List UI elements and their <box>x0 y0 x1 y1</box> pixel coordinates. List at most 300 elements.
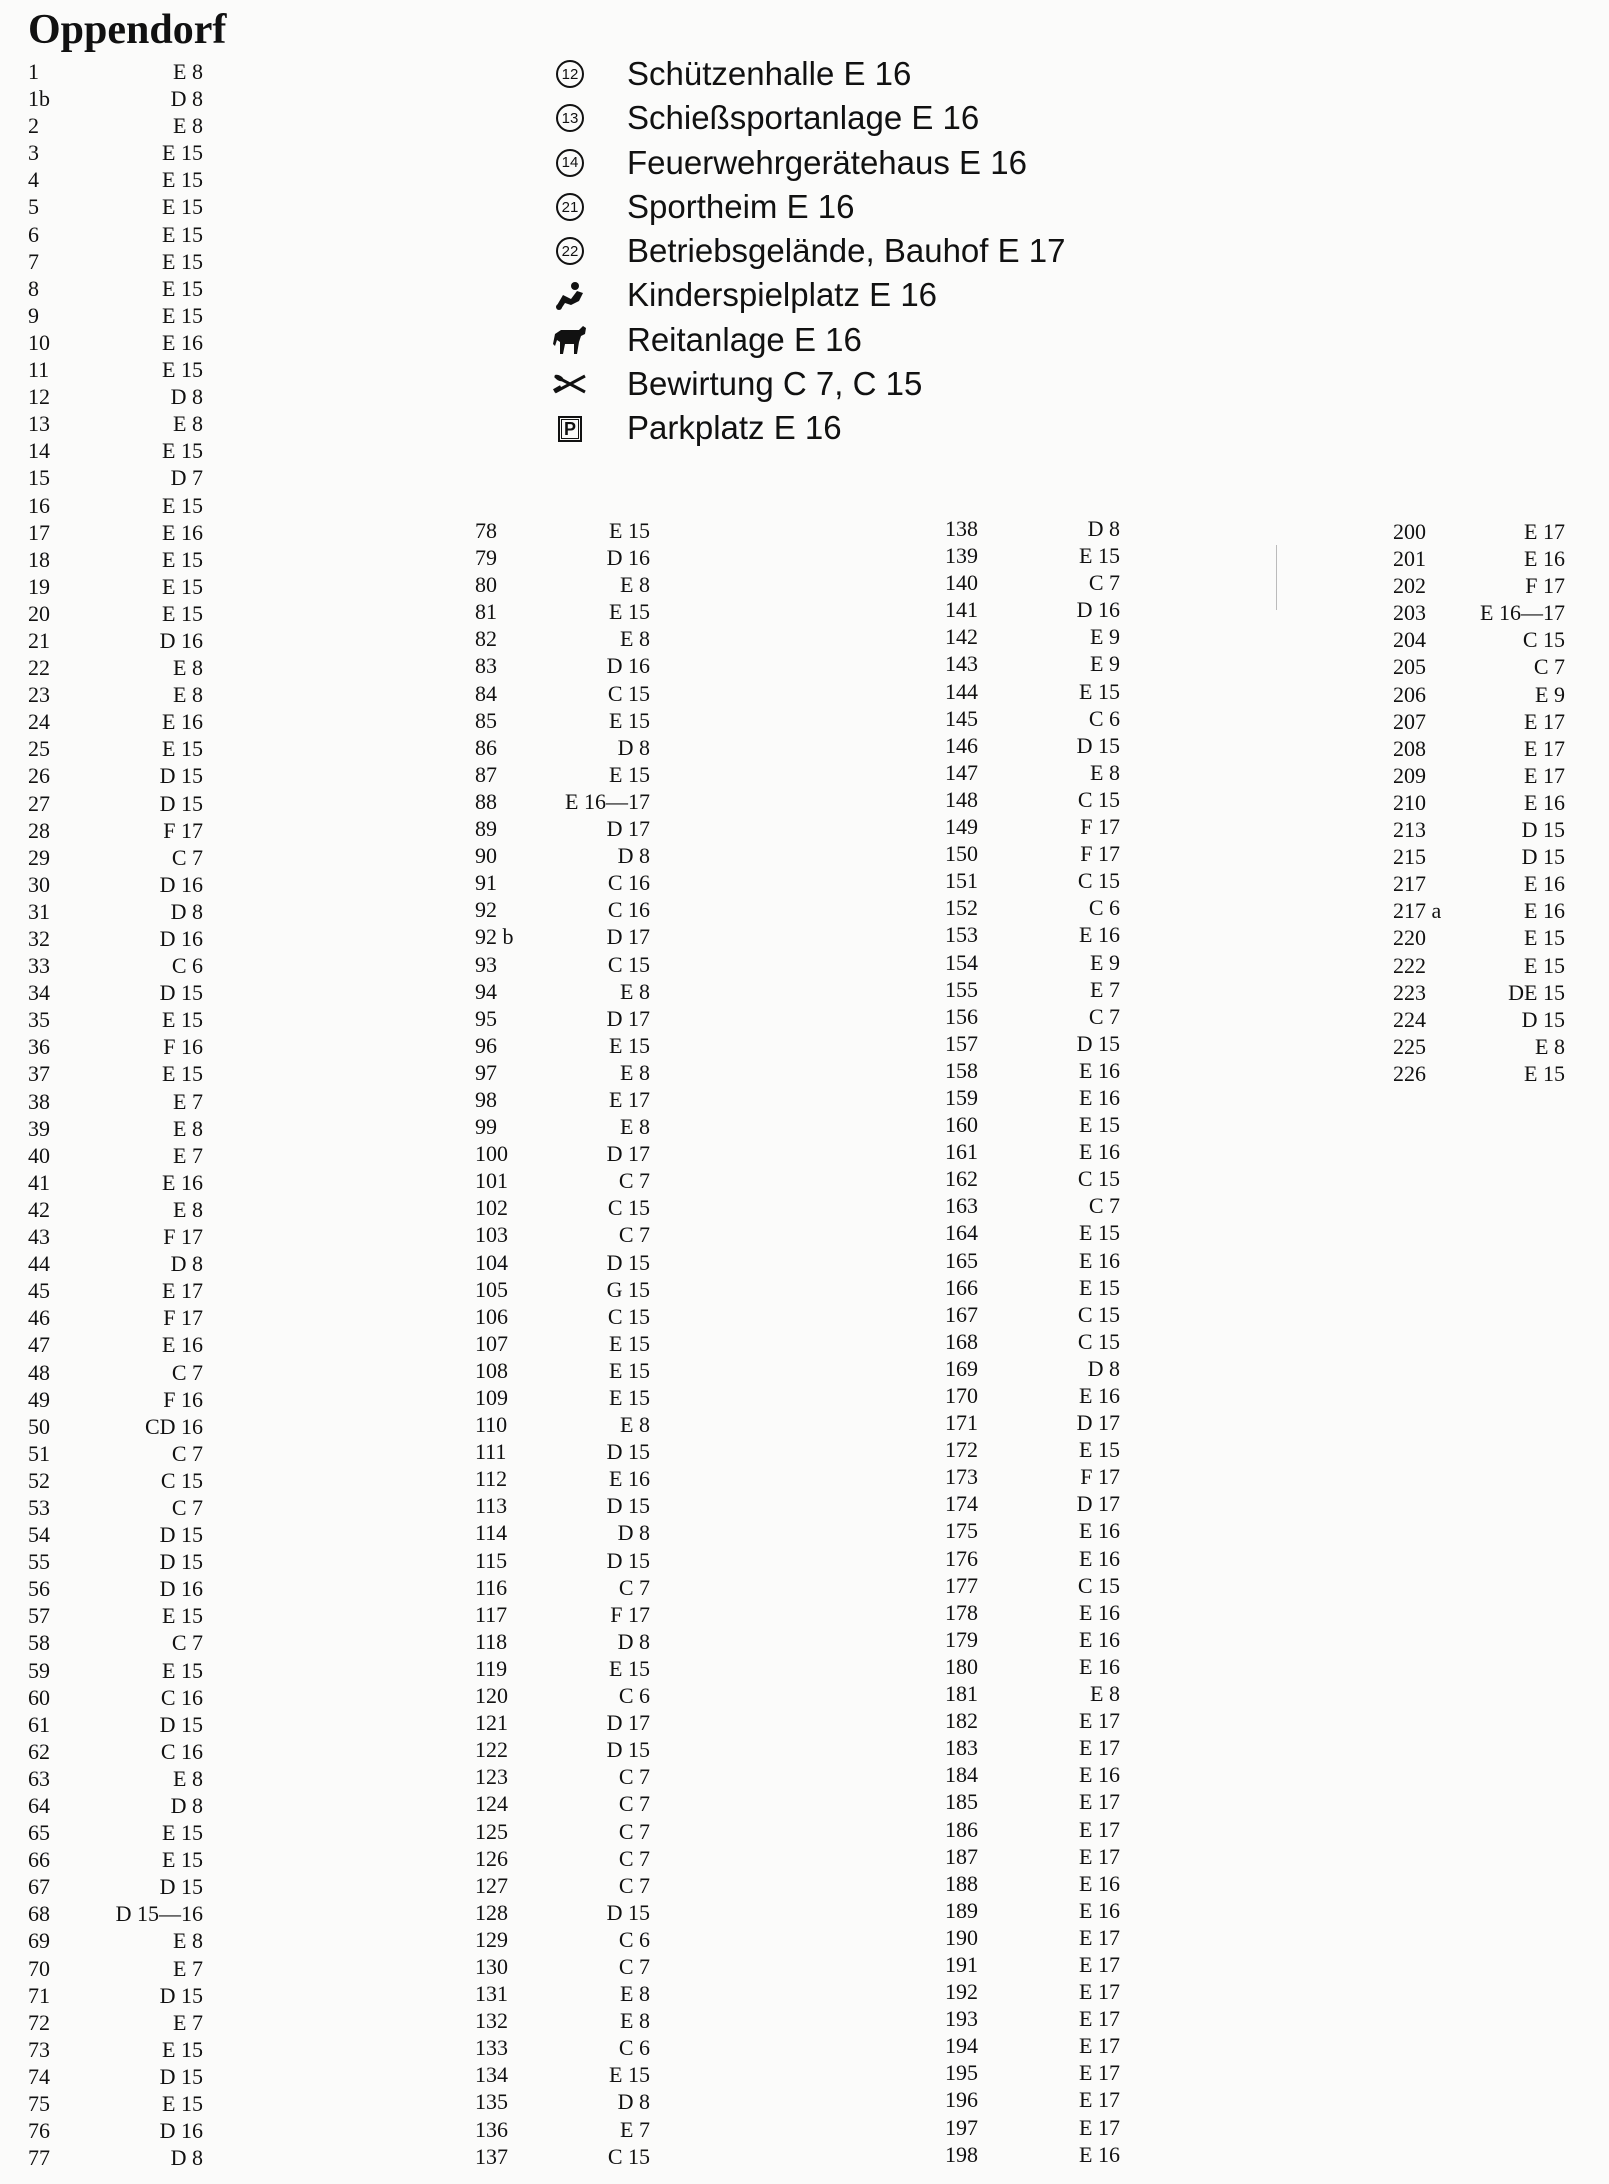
house-number: 132 <box>475 2008 508 2034</box>
house-number: 81 <box>475 599 497 625</box>
grid-reference: E 17 <box>1079 1735 1120 1761</box>
grid-reference: D 8 <box>170 898 203 924</box>
index-row <box>28 1196 203 1223</box>
house-number: 16 <box>28 492 50 518</box>
grid-reference: E 15 <box>162 1007 203 1033</box>
index-row <box>475 1167 650 1194</box>
index-row <box>945 1517 1120 1544</box>
index-row <box>28 193 203 220</box>
house-number: 43 <box>28 1224 50 1250</box>
house-number: 108 <box>475 1357 508 1383</box>
house-number: 220 <box>1393 925 1426 951</box>
grid-reference: C 6 <box>1088 895 1120 921</box>
grid-reference: E 17 <box>1079 1789 1120 1815</box>
index-row <box>475 1086 650 1113</box>
index-row <box>945 921 1120 948</box>
index-row <box>28 1250 203 1277</box>
index-row <box>475 1953 650 1980</box>
legend-label: Schießsportanlage E 16 <box>627 99 980 137</box>
house-number: 190 <box>945 1924 978 1950</box>
index-row <box>1393 545 1565 572</box>
index-row <box>945 786 1120 813</box>
index-row <box>945 1084 1120 1111</box>
index-row <box>28 329 203 356</box>
legend-mark: 12 <box>556 60 584 88</box>
index-row <box>475 896 650 923</box>
house-number: 26 <box>28 763 50 789</box>
house-number: 121 <box>475 1710 508 1736</box>
house-number: 133 <box>475 2035 508 2061</box>
grid-reference: E 15 <box>1524 952 1565 978</box>
legend-mark: 21 <box>556 193 584 221</box>
house-number: 157 <box>945 1030 978 1056</box>
house-number: 74 <box>28 2063 50 2089</box>
house-number: 189 <box>945 1897 978 1923</box>
grid-reference: C 7 <box>618 1574 650 1600</box>
index-row <box>28 2036 203 2063</box>
grid-reference: E 8 <box>1535 1033 1565 1059</box>
index-row <box>28 1684 203 1711</box>
index-row <box>475 1384 650 1411</box>
index-row <box>475 1709 650 1736</box>
grid-reference: E 16 <box>1079 1545 1120 1571</box>
index-row <box>475 923 650 950</box>
legend-label: Betriebsgelände, Bauhof E 17 <box>627 232 1066 270</box>
index-row <box>28 1982 203 2009</box>
house-number: 32 <box>28 926 50 951</box>
index-row <box>475 2007 650 2034</box>
index-row <box>28 139 203 166</box>
grid-reference: E 16—17 <box>1480 600 1565 626</box>
house-number: 109 <box>475 1385 508 1410</box>
index-row <box>28 681 203 708</box>
legend-label: Sportheim E 16 <box>627 187 855 225</box>
house-number: 42 <box>28 1196 50 1222</box>
index-row <box>28 844 203 871</box>
house-number: 168 <box>945 1328 978 1354</box>
index-row <box>945 1951 1120 1978</box>
grid-reference: E 16—17 <box>565 788 650 814</box>
house-number: 213 <box>1393 817 1426 843</box>
index-row <box>475 571 650 598</box>
grid-reference: E 16 <box>1524 789 1565 815</box>
index-row <box>28 85 203 112</box>
house-number: 91 <box>475 870 497 896</box>
index-row <box>945 1382 1120 1409</box>
house-number: 195 <box>945 2060 978 2086</box>
index-row <box>28 1900 203 1927</box>
grid-reference: C 16 <box>607 897 650 923</box>
index-row <box>28 1169 203 1196</box>
grid-reference: E 15 <box>162 357 203 383</box>
grid-reference: D 8 <box>617 1520 650 1546</box>
index-row <box>475 1601 650 1628</box>
grid-reference: C 15 <box>607 1303 650 1329</box>
index-row <box>1393 952 1565 979</box>
grid-reference: E 15 <box>609 707 650 733</box>
index-row <box>475 2088 650 2115</box>
house-number: 19 <box>28 573 50 599</box>
grid-reference: D 16 <box>159 627 203 653</box>
house-number: 30 <box>28 871 50 897</box>
index-row <box>28 356 203 383</box>
grid-reference: E 16 <box>1079 1626 1120 1652</box>
index-row <box>945 1680 1120 1707</box>
grid-reference: E 15 <box>162 2036 203 2062</box>
house-number: 33 <box>28 953 50 979</box>
house-number: 210 <box>1393 789 1426 815</box>
grid-reference: D 15 <box>159 790 203 816</box>
legend-mark: P <box>561 419 579 439</box>
house-number: 9 <box>28 302 39 328</box>
house-number: 126 <box>475 1845 508 1871</box>
grid-reference: E 15 <box>162 492 203 518</box>
index-row <box>945 2114 1120 2141</box>
grid-reference: E 15 <box>162 194 203 220</box>
index-row <box>475 1303 650 1330</box>
grid-reference: E 8 <box>173 1196 203 1222</box>
index-row <box>945 840 1120 867</box>
house-number: 68 <box>28 1901 50 1927</box>
index-row <box>475 1926 650 1953</box>
grid-reference: D 8 <box>170 1793 203 1818</box>
index-row <box>28 627 203 654</box>
index-row <box>475 869 650 896</box>
house-number: 25 <box>28 736 50 762</box>
index-row <box>28 735 203 762</box>
house-number: 63 <box>28 1765 50 1791</box>
house-number: 96 <box>475 1032 497 1058</box>
house-number: 120 <box>475 1683 508 1709</box>
house-number: 50 <box>28 1413 50 1439</box>
index-row <box>475 1655 650 1682</box>
grid-reference: C 7 <box>171 844 203 870</box>
index-row <box>475 517 650 544</box>
house-number: 4 <box>28 167 39 193</box>
legend-label: Parkplatz E 16 <box>627 409 842 447</box>
index-row <box>945 650 1120 677</box>
house-number: 177 <box>945 1572 978 1598</box>
grid-reference: D 15 <box>159 763 203 789</box>
grid-reference: E 15 <box>162 140 203 166</box>
grid-reference: E 16 <box>1079 1762 1120 1788</box>
house-number: 129 <box>475 1926 508 1952</box>
grid-reference: D 15 <box>1076 732 1120 758</box>
house-number: 46 <box>28 1305 50 1331</box>
grid-reference: E 15 <box>609 761 650 787</box>
grid-reference: E 16 <box>1079 2141 1120 2167</box>
house-number: 59 <box>28 1657 50 1683</box>
house-number: 77 <box>28 2145 50 2171</box>
house-number: 130 <box>475 1953 508 1979</box>
grid-reference: E 17 <box>1079 2060 1120 2086</box>
cutlery-icon <box>552 366 588 402</box>
index-row <box>28 2009 203 2036</box>
grid-reference: E 16 <box>1079 1139 1120 1165</box>
grid-reference: E 9 <box>1090 651 1120 677</box>
grid-reference: F 17 <box>163 1224 203 1250</box>
grid-reference: E 17 <box>1079 1843 1120 1869</box>
grid-reference: E 15 <box>1524 1060 1565 1086</box>
index-row <box>28 1467 203 1494</box>
grid-reference: E 17 <box>1079 1924 1120 1950</box>
index-row <box>475 1330 650 1357</box>
grid-reference: C 16 <box>160 1684 203 1710</box>
grid-reference: C 7 <box>618 1872 650 1898</box>
grid-reference: D 15 <box>1521 1006 1565 1032</box>
legend-mark: 13 <box>556 104 584 132</box>
house-number: 15 <box>28 465 50 491</box>
grid-reference: E 7 <box>173 1142 203 1168</box>
index-row <box>28 1521 203 1548</box>
index-row <box>945 2059 1120 2086</box>
index-row <box>945 542 1120 569</box>
grid-reference: D 8 <box>617 734 650 760</box>
index-row <box>945 678 1120 705</box>
index-row <box>945 515 1120 542</box>
index-row <box>1393 897 1565 924</box>
grid-reference: D 15 <box>1521 844 1565 870</box>
index-row <box>475 1411 650 1438</box>
index-row <box>945 1274 1120 1301</box>
grid-reference: C 7 <box>618 1953 650 1979</box>
grid-reference: D 16 <box>159 926 203 951</box>
grid-reference: F 17 <box>1080 1464 1120 1490</box>
house-number: 28 <box>28 817 50 843</box>
house-number: 48 <box>28 1359 50 1385</box>
index-row <box>475 1492 650 1519</box>
grid-reference: E 8 <box>173 1928 203 1954</box>
grid-reference: E 15 <box>162 1847 203 1873</box>
index-row <box>28 871 203 898</box>
index-row <box>475 1249 650 1276</box>
circled-number-icon <box>552 145 588 181</box>
index-row <box>28 383 203 410</box>
house-number: 73 <box>28 2036 50 2062</box>
grid-reference: E 7 <box>620 2116 650 2142</box>
grid-reference: D 8 <box>1087 1355 1120 1381</box>
circled-number-icon <box>552 100 588 136</box>
grid-reference: C 15 <box>1077 1301 1120 1327</box>
index-row <box>28 600 203 627</box>
grid-reference: E 17 <box>1079 1816 1120 1842</box>
index-row <box>945 1192 1120 1219</box>
index-row <box>28 1142 203 1169</box>
grid-reference: D 15 <box>606 1439 650 1465</box>
grid-reference: D 15 <box>1521 817 1565 843</box>
house-number: 36 <box>28 1034 50 1060</box>
index-row <box>28 58 203 85</box>
index-row <box>28 1494 203 1521</box>
grid-reference: CD 16 <box>144 1413 203 1439</box>
index-column-3 <box>945 515 1120 2168</box>
grid-reference: E 17 <box>1079 1708 1120 1734</box>
house-number: 140 <box>945 570 978 596</box>
index-row <box>1393 843 1565 870</box>
house-number: 207 <box>1393 708 1426 734</box>
grid-reference: E 8 <box>620 1412 650 1438</box>
grid-reference: F 17 <box>163 817 203 843</box>
grid-reference: C 7 <box>171 1359 203 1385</box>
house-number: 192 <box>945 1979 978 2005</box>
grid-reference: G 15 <box>606 1276 650 1302</box>
house-number: 103 <box>475 1222 508 1248</box>
index-row <box>945 1924 1120 1951</box>
grid-reference: D 15 <box>159 2063 203 2089</box>
grid-reference: D 16 <box>159 871 203 897</box>
house-number: 223 <box>1393 979 1426 1005</box>
grid-reference: D 17 <box>606 924 650 950</box>
grid-reference: E 17 <box>1079 2033 1120 2059</box>
house-number: 5 <box>28 194 39 220</box>
grid-reference: D 8 <box>1087 516 1120 541</box>
legend-mark: 14 <box>556 149 584 177</box>
grid-reference: E 9 <box>1535 681 1565 707</box>
house-number: 198 <box>945 2141 978 2167</box>
index-row <box>475 842 650 869</box>
index-row <box>28 762 203 789</box>
index-row <box>945 949 1120 976</box>
house-number: 41 <box>28 1169 50 1195</box>
grid-reference: D 8 <box>170 2145 203 2171</box>
grid-reference: E 7 <box>173 2009 203 2035</box>
house-number: 153 <box>945 922 978 948</box>
house-number: 82 <box>475 626 497 652</box>
grid-reference: E 8 <box>620 1059 650 1085</box>
index-row <box>28 2117 203 2144</box>
grid-reference: E 17 <box>1079 2006 1120 2032</box>
index-row <box>945 2005 1120 2032</box>
grid-reference: D 17 <box>606 1005 650 1031</box>
index-row <box>945 1761 1120 1788</box>
house-number: 222 <box>1393 952 1426 978</box>
house-number: 105 <box>475 1276 508 1302</box>
house-number: 39 <box>28 1115 50 1141</box>
grid-reference: E 15 <box>162 2091 203 2117</box>
index-row <box>28 1088 203 1115</box>
index-row <box>28 708 203 735</box>
grid-reference: E 17 <box>1079 1951 1120 1977</box>
grid-reference: E 15 <box>1079 1112 1120 1138</box>
house-number: 55 <box>28 1549 50 1575</box>
house-number: 104 <box>475 1249 508 1275</box>
index-row <box>28 1223 203 1250</box>
index-row <box>475 2116 650 2143</box>
house-number: 206 <box>1393 681 1426 707</box>
index-row <box>28 275 203 302</box>
index-row <box>28 790 203 817</box>
index-row <box>945 1816 1120 1843</box>
index-row <box>1393 1006 1565 1033</box>
grid-reference: E 16 <box>1079 1870 1120 1896</box>
index-row <box>28 302 203 329</box>
grid-reference: E 16 <box>1079 922 1120 948</box>
index-row <box>475 1980 650 2007</box>
index-row <box>28 1413 203 1440</box>
house-number: 88 <box>475 788 497 814</box>
grid-reference: E 15 <box>609 1385 650 1410</box>
house-number: 226 <box>1393 1060 1426 1086</box>
grid-reference: E 7 <box>173 1955 203 1981</box>
house-number: 34 <box>28 980 50 1006</box>
house-number: 184 <box>945 1762 978 1788</box>
house-number: 159 <box>945 1084 978 1110</box>
grid-reference: E 15 <box>1524 925 1565 951</box>
grid-reference: E 15 <box>162 221 203 247</box>
house-number: 143 <box>945 651 978 677</box>
index-row <box>1393 762 1565 789</box>
grid-reference: E 15 <box>162 302 203 328</box>
index-row <box>475 1682 650 1709</box>
house-number: 111 <box>475 1439 507 1465</box>
index-row <box>28 437 203 464</box>
index-row <box>28 1629 203 1656</box>
house-number: 27 <box>28 790 50 816</box>
house-number: 67 <box>28 1874 50 1900</box>
house-number: 156 <box>945 1003 978 1029</box>
house-number: 75 <box>28 2091 50 2117</box>
index-row <box>475 1140 650 1167</box>
house-number: 29 <box>28 844 50 870</box>
index-row <box>28 898 203 925</box>
index-row <box>945 813 1120 840</box>
grid-reference: E 7 <box>173 1088 203 1114</box>
index-row <box>28 979 203 1006</box>
grid-reference: F 16 <box>163 1034 203 1060</box>
house-number: 200 <box>1393 519 1426 544</box>
house-number: 54 <box>28 1522 50 1548</box>
grid-reference: E 8 <box>620 1981 650 2007</box>
house-number: 70 <box>28 1955 50 1981</box>
grid-reference: E 15 <box>1079 1437 1120 1463</box>
grid-reference: D 16 <box>159 2118 203 2144</box>
house-number: 1 <box>28 59 39 84</box>
grid-reference: C 7 <box>171 1440 203 1466</box>
index-row <box>28 166 203 193</box>
grid-reference: E 15 <box>162 1061 203 1087</box>
index-row <box>1393 735 1565 762</box>
index-row <box>475 598 650 625</box>
index-row <box>28 1331 203 1358</box>
index-row <box>945 705 1120 732</box>
index-row <box>475 652 650 679</box>
grid-reference: E 15 <box>609 1357 650 1383</box>
grid-reference: E 15 <box>162 736 203 762</box>
index-row <box>945 1057 1120 1084</box>
grid-reference: D 8 <box>170 86 203 112</box>
house-number: 186 <box>945 1816 978 1842</box>
index-row <box>475 1113 650 1140</box>
house-number: 196 <box>945 2087 978 2113</box>
index-row <box>475 1194 650 1221</box>
index-row <box>28 492 203 519</box>
index-row <box>475 1872 650 1899</box>
grid-reference: C 15 <box>607 1195 650 1221</box>
house-number: 145 <box>945 705 978 731</box>
grid-reference: E 8 <box>1090 759 1120 785</box>
house-number: 128 <box>475 1899 508 1925</box>
house-number: 181 <box>945 1681 978 1707</box>
index-row <box>28 1927 203 1954</box>
index-row <box>945 1978 1120 2005</box>
legend-label: Feuerwehrgerätehaus E 16 <box>627 143 1027 181</box>
grid-reference: D 17 <box>606 816 650 842</box>
index-row <box>28 1738 203 1765</box>
index-row <box>28 1602 203 1629</box>
house-number: 20 <box>28 600 50 626</box>
grid-reference: E 15 <box>1079 1274 1120 1300</box>
house-number: 215 <box>1393 844 1426 870</box>
